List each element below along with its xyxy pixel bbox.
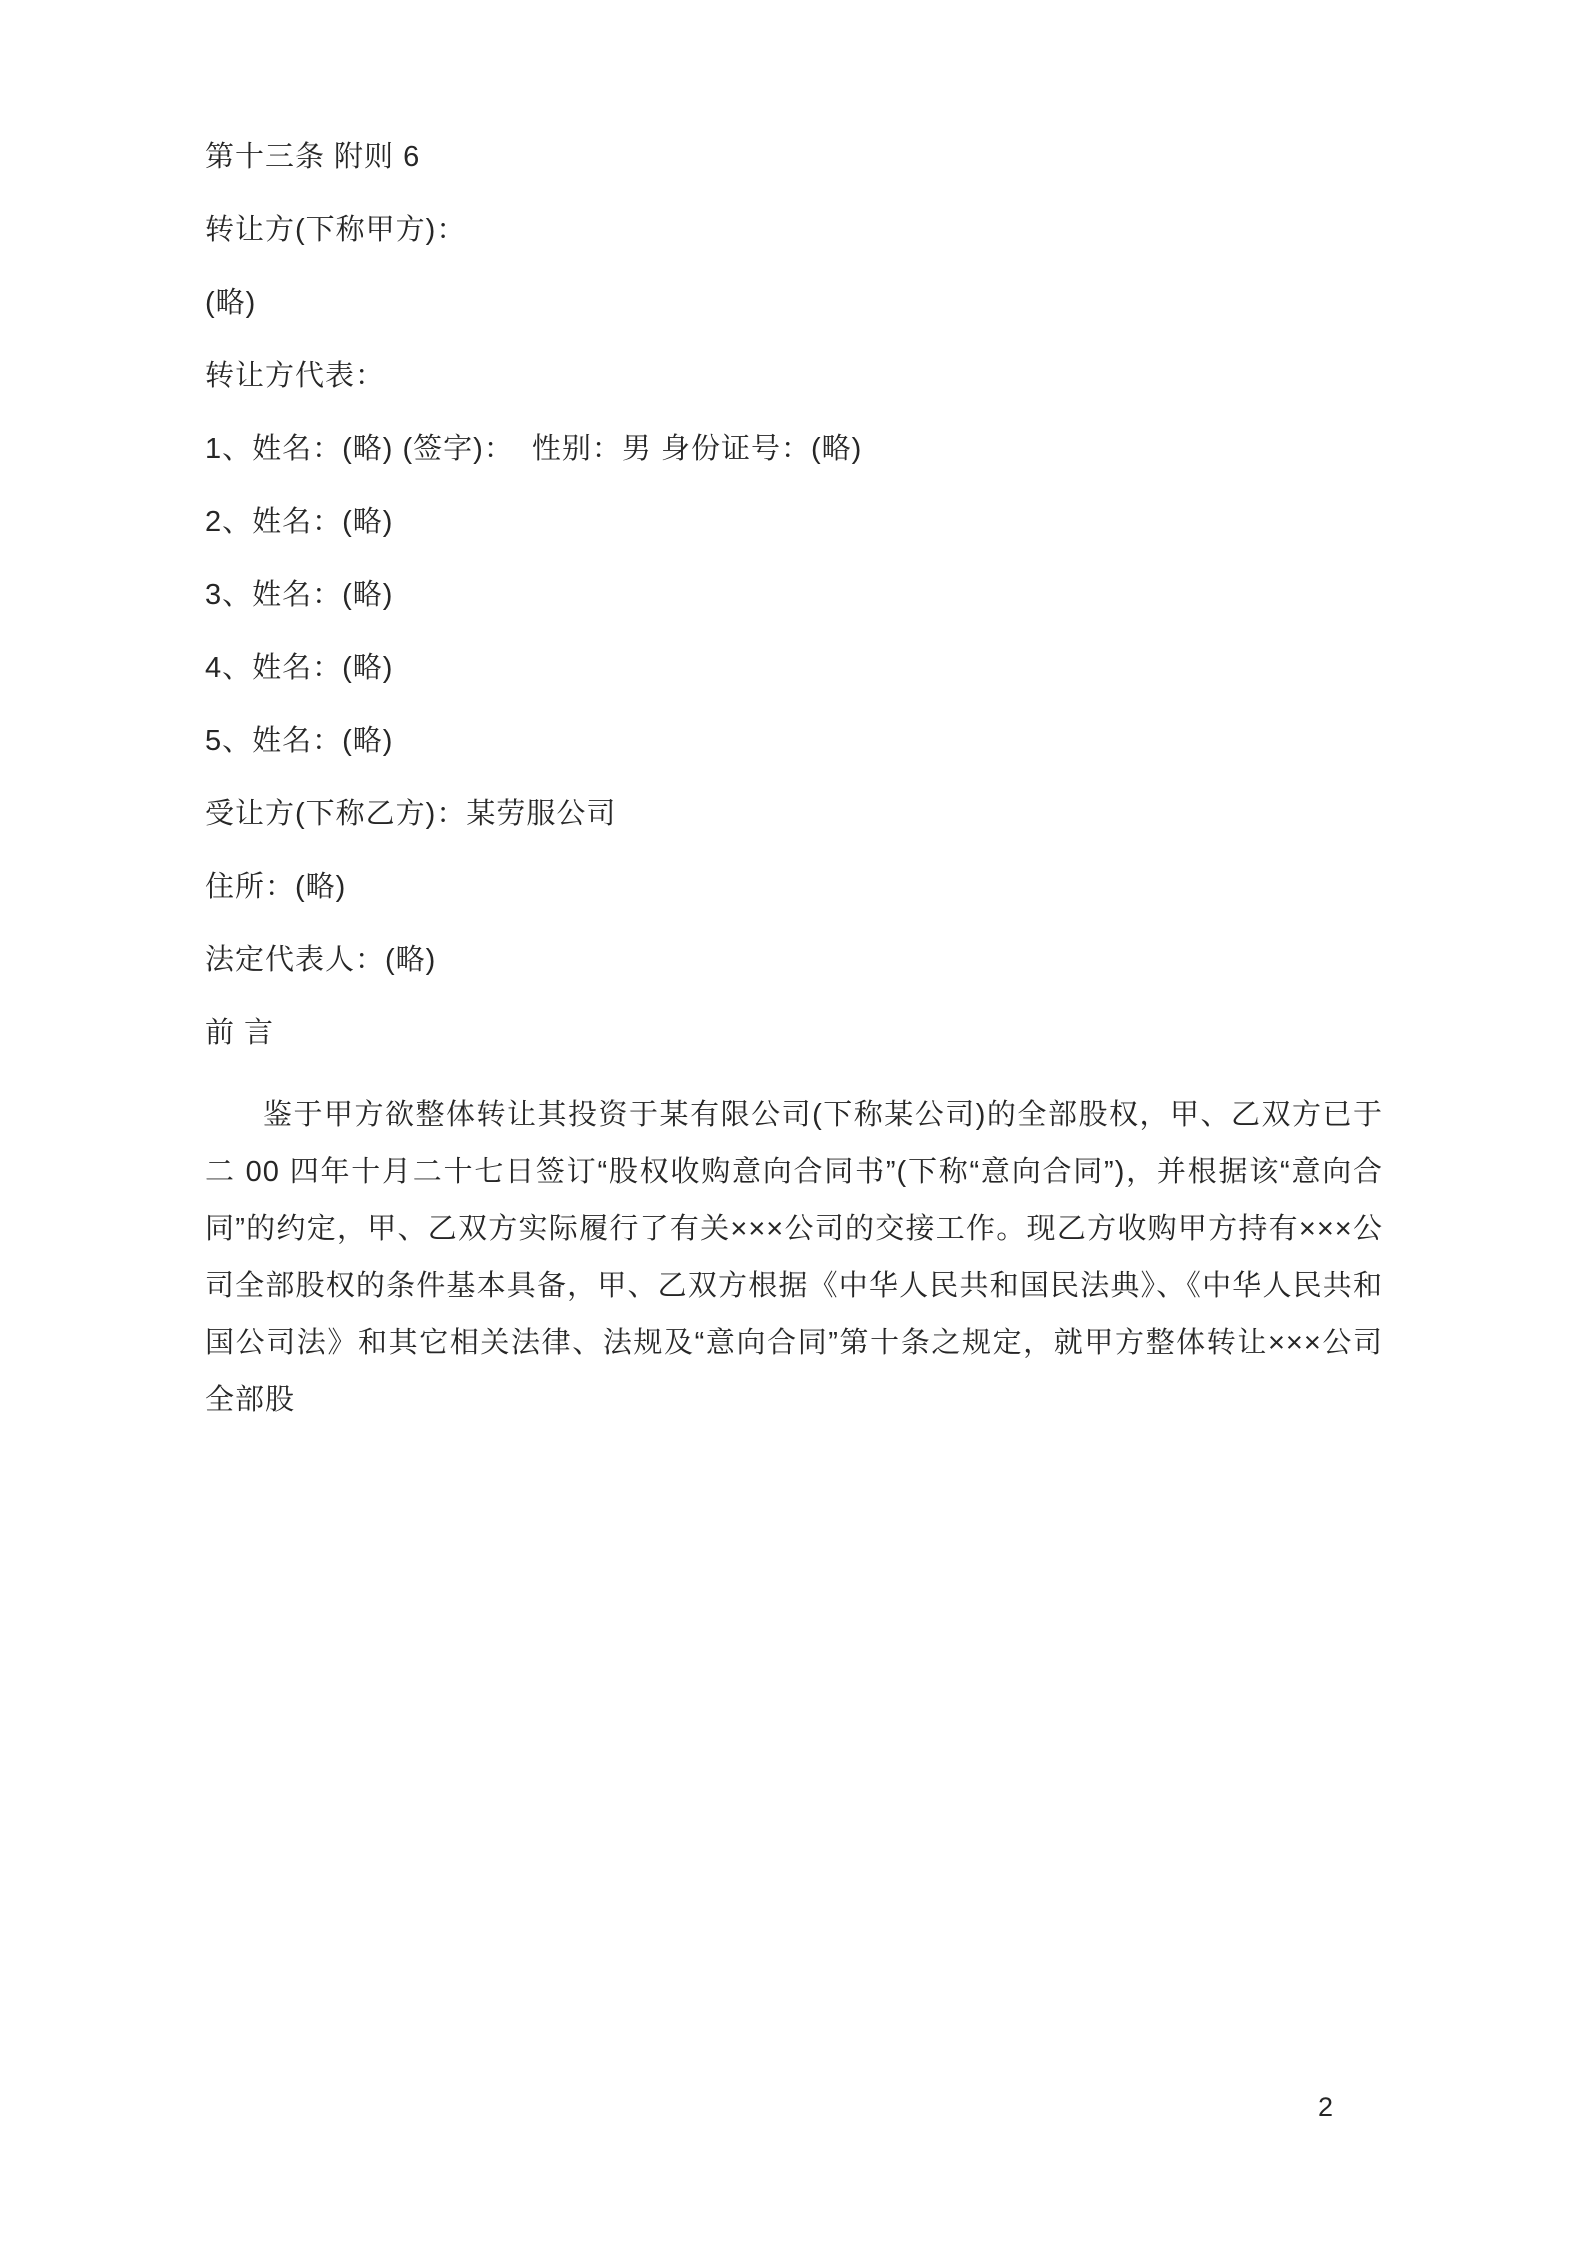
document-line-rep-2: 2、姓名：(略) [205, 506, 394, 538]
document-line-rep-3: 3、姓名：(略) [205, 579, 394, 611]
document-content [205, 138, 1383, 1458]
document-preamble-paragraph: 鉴于甲方欲整体转让其投资于某有限公司(下称某公司)的全部股权，甲、乙双方已于二 00 四年十月二十七日签订“股权收购意向合同书”(下称“意向合同”)，并根据该“意向合同”的约定，甲、乙双方实际履行了有关×××公司的交接工作。现乙方收购甲方持有×××公司全部股权的条件基本具备，甲、乙双方根据《中华人民共和国民法典》、《中华人民共和国公司法》和其它相关法律、法规及“意向合同”第十条之规定，就甲方整体转让×××公司全部股 [205, 1099, 1383, 1416]
document-line-rep-1: 1、姓名：(略) (签字)： 性别：男 身份证号：(略) [205, 433, 863, 465]
document-line-address: 住所：(略) [205, 871, 347, 903]
document-line-rep-4: 4、姓名：(略) [205, 652, 394, 684]
document-line-transferor: 转让方(下称甲方)： [205, 214, 467, 246]
page-number: 2 [1318, 2092, 1334, 2122]
document-line-preamble-title: 前 言 [205, 1017, 275, 1049]
document-line-rep-5: 5、姓名：(略) [205, 725, 394, 757]
document-line-transferee: 受让方(下称乙方)：某劳服公司 [205, 798, 617, 830]
document-line-transferor-reps: 转让方代表： [205, 360, 386, 392]
document-line-omitted: (略) [205, 287, 257, 319]
document-line-heading: 第十三条 附则 6 [205, 141, 421, 173]
document-line-legal-rep: 法定代表人：(略) [205, 944, 437, 976]
